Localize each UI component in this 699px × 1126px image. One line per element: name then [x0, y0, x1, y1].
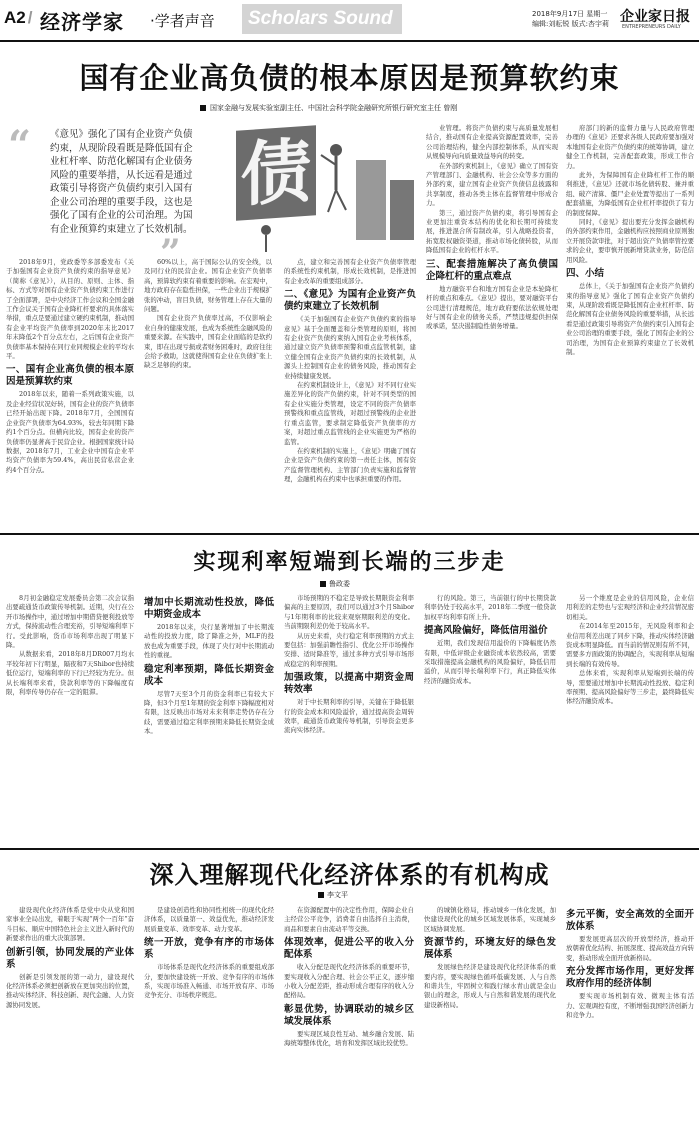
paragraph: 地方融资平台和地方国有企业是本轮降杠杆的重点和难点。《意见》提出，要对融资平台公司进行清理规范，地方政府要依法依规处理好与国有企业的债务关系，严禁违规提供担保或承诺，坚决遏制隐性债务增量。 [426, 284, 558, 331]
paragraph: 要实现市场机制有效、微观主体有活力、宏观调控有度，不断增强我国经济创新力和竞争力。 [566, 992, 694, 1020]
paragraph: 创新是引领发展的第一动力，建设现代化经济体系必须把创新放在更加突出的位置，推动实体经济、科技创新、现代金融、人力资源协同发展。 [6, 972, 134, 1009]
brand-logo: 企业家日报 [620, 9, 690, 25]
article1-subhead-3: 三、配套措施解决了高负债国企降杠杆的重点难点 [426, 258, 558, 282]
paragraph: 2018年以来，央行显著增加了中长期流动性的投放力度，除了降准之外，MLF的投放也成为重要手段，体现了央行对中长期流动性的重视。 [144, 623, 274, 660]
paragraph: 在外部约束机制上，《意见》确立了国有资产管理部门、金融机构、社会公众等多方面的外部约束，建立国有企业资产负债信息披露和共享制度，推动各类主体在监督管理中形成合力。 [426, 161, 558, 208]
article3-column-1 [6, 906, 134, 1120]
paragraph: 从数据来看，2018年8月DR007月均水平较年初下行明显，隔夜和7天Shibor也持续低位运行，短端利率的下行已经较为充分。但从长端利率来看，贷款利率等的下降幅度有限，利率传导仍存在一定的阻滞。 [6, 650, 134, 697]
article3-subhead-5: 资源节约，环境友好的绿色发展体系 [424, 937, 556, 961]
article3-subhead-6: 多元平衡，安全高效的全面开放体系 [566, 909, 694, 932]
paragraph: 是建设创造性和协同性相统一的现代化经济体系，以质量第一、效益优先，推动经济发展质量变革、效率变革、动力变革。 [144, 906, 274, 933]
paragraph: 在约束机制设计上，《意见》对不同行业实施差异化的资产负债约束，针对不同类型的国有企业实施分类管理，设定不同的资产负债率预警线和重点监管线，对超过预警线的企业进行重点监管，要求制定降低资产负债率的方案，对超过重点监管线的企业实施更为严格的监管。 [284, 381, 416, 446]
article2-subhead-1: 增加中长期流动性投放，降低中期资金成本 [144, 597, 274, 620]
section-title-en: Scholars Sound [242, 4, 402, 34]
paragraph: 行的风险。第三，当前银行的中长期贷款利率仍处于较高水平，2018年二季度一般贷款加权平均利率有所上升。 [424, 594, 556, 621]
header-rule [0, 40, 699, 42]
article2-column-1 [6, 594, 134, 844]
open-quote-icon: “ [8, 122, 32, 169]
section-divider [0, 848, 699, 850]
article3-column-3 [284, 906, 414, 1120]
article1-column-3 [284, 258, 416, 526]
issue-editor: 编辑:刘耘锐 版式:杏宇莉 [532, 20, 609, 28]
article3-byline: 李文平 [318, 890, 348, 900]
article3-subhead-7: 充分发挥市场作用，更好发挥政府作用的经济体制 [566, 966, 694, 990]
section-divider [0, 533, 699, 535]
paragraph: 从历史来看，央行稳定利率预期的方式主要包括：加强前瞻性指引、优化公开市场操作安排、适时降准等，通过多种方式引导市场形成稳定的利率预期。 [284, 631, 414, 668]
article1-subhead-4: 四、小结 [566, 268, 605, 280]
section-title: ·学者声音 [150, 12, 215, 30]
article1-column-4 [426, 124, 558, 526]
article1-byline: 国家金融与发展实验室副主任、中国社会科学院金融研究所银行研究室主任 曾刚 [200, 103, 457, 113]
paragraph: 点，建立和完善国有企业资产负债率管理的系统性约束机制，形成长效机制，是推进国有企业改革的重要组成部分。 [284, 258, 416, 285]
paragraph: 2018年以来，随着一系列政策实施，以及企业经营状况好转，国有企业的资产负债率已经开始出现下降。2018年7月，全国国有企业资产负债率为64.93%，较去年同期下降约1个百分点。但横向比较，国有企业的资产负债率仍显著高于民营企业。根据国家统计局数据，2018年7月，工业企业中国有企业平均资产负债率为59.4%，高出民营私营企业约4个百分点。 [6, 390, 134, 474]
paragraph: 60%以上，高于国际公认的安全线，以及同行业的民营企业。国有企业资产负债率高，预算软约束有着重要的影响。在宏观中，地方政府存在隐性担保，一些企业出于规模扩张的冲动，盲目负债，财务管理上存在大量的问题。 [144, 258, 272, 314]
article2-headline: 实现利率短端到长端的三步走 [193, 549, 506, 575]
article3-subhead-3: 体现效率，促进公平的收入分配体系 [284, 937, 414, 961]
article3-headline: 深入理解现代化经济体系的有机构成 [149, 860, 550, 889]
close-quote-icon: ” [160, 232, 181, 274]
debt-character: 债 [236, 125, 316, 221]
paragraph: 总体来看，实现利率从短端到长端的传导，需要通过增加中长期流动性投放、稳定利率预期、提高风险偏好等三步走，最终降低实体经济融资成本。 [566, 669, 694, 706]
article3-column-2 [144, 906, 274, 1120]
paragraph: 要发展更高层次的开放型经济，推动开放朝着优化结构、拓展深度、提高效益方向转变，推动形成全面开放新格局。 [566, 935, 694, 962]
article1-subhead-1: 一、国有企业高负债的根本原因是预算软约束 [6, 364, 134, 388]
paragraph: 另一个维度是企业的信用风险，企业信用利差的走势也与宏观经济和企业经营情况密切相关。 [566, 594, 694, 621]
article1-headline: 国有企业高负债的根本原因是预算软约束 [79, 61, 620, 95]
issue-date: 2018年9月17日 星期一 [532, 10, 608, 18]
paragraph: 《关于加强国有企业资产负债约束的指导意见》基于全面覆盖和分类管理的原则，将国有企业资产负债约束纳入国有企业考核体系，通过建立资产负债率预警和重点监管机制，建立健全国有企业资产负债约束的长效机制，从源头上控制国有企业的债务风险，推动国有企业持续健康发展。 [284, 315, 416, 380]
paragraph: 尽管7天至3个月的资金利率已有较大下降，但3个月至1年期的资金利率下降幅度相对有限，这反映出市场对未来利率走势仍存在分歧，需要通过稳定利率预期来降低长期资金成本。 [144, 689, 274, 736]
article1-pullquote: 《意见》强化了国有企业资产负债约束，从现阶段看既是降低国有企业杠杆率、防范化解国有企业债务风险的重要举措，从长远看是通过政策引导将资产负债约束引入国有企业公司治理的重要手段，这也是强化了国有企业的公司治理。为国有企业预算约束建立了长效机制。 [50, 129, 193, 235]
article3-column-4 [424, 906, 556, 1120]
article2-byline: 鲁政委 [320, 579, 350, 589]
debt-illustration [206, 120, 434, 256]
article1-column-2 [144, 258, 272, 526]
paragraph: 2018年9月，党政委等多部委发布《关于加强国有企业资产负债约束的指导意见》（简称《意见》），从目的、原则、主体、指标、方式等对国有企业资产负债约束工作进行了全面部署，是中央经济工作会议和全国金融工作会议关于国有企业降杠杆要求的具体落实举措，重点是要通过建立硬约束机制，推动国有企业平均资产负债率到2020年末比2017年末降低2个百分点左右，之后国有企业资产负债率基本保持在同行业同规模企业的平均水平。 [6, 258, 134, 361]
article1-subhead-2: 二、《意见》为国有企业资产负债约束建立了长效机制 [284, 289, 416, 313]
page-number: A2 / [4, 8, 33, 27]
brand-logo-en: ENTREPRENEURS DAILY [622, 24, 681, 30]
masthead [0, 0, 699, 40]
paragraph: 市场体系是现代化经济体系的重要组成部分，要加快建设统一开放、竞争有序的市场体系，实现市场准入畅通、市场开放有序、市场竞争充分、市场秩序规范。 [144, 963, 274, 1000]
paragraph: 同时，《意见》提出要充分发挥金融机构的外部约束作用，金融机构应按照商业原则独立开展贷款审批，对于超出资产负债率管控要求的企业，要审慎开展新增贷款业务，防范信用风险。 [566, 218, 694, 264]
paragraph: 在资源配置中的决定性作用，保障企业自主经营公平竞争，消费者自由选择自主消费，商品和要素自由流动平等交换。 [284, 906, 414, 933]
paragraph: 此外，为保障国有企业降杠杆工作的顺利推进，《意见》还就市场化债转股、兼并重组、破产清算、僵尸企业处置等提出了一系列配套措施，为降低国有企业杠杆率提供了有力的制度保障。 [566, 171, 694, 217]
article2-column-3 [284, 594, 414, 844]
article2-column-4 [424, 594, 556, 844]
paragraph: 在约束机制的实施上，《意见》明确了国有企业是资产负债约束的第一责任主体，国有资产监督管理机构、主管部门负责实施和监督管理，金融机构在约束中也承担重要的作用。 [284, 446, 416, 484]
paragraph: 8月初金融稳定发展委员会第二次会议指出要疏通货币政策传导机制。近期，央行在公开市场操作中，通过增加中期借贷便利投放等方式，保持流动性合理充裕，引导短端利率下行。受此影响，货币市场利率出现了明显下降。 [6, 594, 134, 650]
article3-subhead-1: 创新引领，协同发展的产业体系 [6, 946, 134, 970]
article1-column-5 [566, 124, 694, 526]
paragraph: 市场预期的不稳定是导致长期限资金利率偏高的主要原因，我们可以通过3个月Shibor与1年期利率的比较来观察期限利差的变化。当前期限利差仍处于较高水平。 [284, 594, 414, 631]
paragraph: 第三，通过资产负债约束，将引导国有企业更加注重资本结构的优化和长期可持续发展，推进混合所有制改革，引入战略投资者，拓宽股权融资渠道，推动市场化债转股，从而降低国有企业的杠杆水平。 [426, 208, 558, 255]
paragraph: 发展绿色经济是建设现代化经济体系的重要内容，要实现绿色循环低碳发展、人与自然和谐共生，牢固树立和践行绿水青山就是金山银山的理念，形成人与自然和谐发展的现代化建设新格局。 [424, 963, 556, 1009]
paragraph: 对于中长期利率的引导，关键在于降低银行的资金成本和风险溢价，通过提高资金周转效率，疏通货币政策传导机制，引导资金更多流向实体经济。 [284, 698, 414, 735]
paragraph: 的城镇化格局，推动城乡一体化发展，加快建设现代化的城乡区域发展体系，实现城乡区域协调发展。 [424, 906, 556, 933]
article3-subhead-4: 彰显优势，协调联动的城乡区域发展体系 [284, 1003, 414, 1027]
paragraph: 近期，我们发现信用溢价的下降幅度仍然有限，中低评级企业融资成本依然较高，需要采取措施提高金融机构的风险偏好，降低信用溢价，从而引导长端利率下行，真正降低实体经济的融资成本。 [424, 639, 556, 685]
article2-subhead-4: 提高风险偏好，降低信用溢价 [424, 625, 548, 637]
paper-logo: 经济学家 [40, 10, 124, 34]
article2-column-2 [144, 594, 274, 844]
article1-column-1 [6, 258, 134, 526]
article2-column-5 [566, 594, 694, 844]
paragraph: 业管理。将资产负债约束与高质量发展相结合，推动国有企业提高资源配置效率，完善公司治理结构，健全内部控制体系，从而实现从规模导向向质量效益导向的转变。 [426, 124, 558, 161]
article3-column-5 [566, 906, 694, 1120]
issue-meta [532, 9, 609, 29]
paragraph: 在2014年至2015年，无风险利率和企业信用利差出现了同步下降，推动实体经济融资成本明显降低。而当前的情况则有所不同，需要多方面政策的协调配合，实现利率从短端到长端的有效传导。 [566, 622, 694, 668]
article2-subhead-2: 稳定利率预期，降低长期资金成本 [144, 663, 274, 687]
article2-subhead-3: 加强政策，以提高中期资金周转效率 [284, 672, 414, 696]
paragraph: 府部门的新的监督力量与人民政府管理办理的《意见》还要求各级人民政府要加强对本地国有企业资产负债约束的统筹协调，建立健全工作机制，完善配套政策，形成工作合力。 [566, 124, 694, 170]
paragraph: 要实现区域良性互动、城乡融合发展、陆海统筹整体优化，培育和发挥区域比较优势。 [284, 1029, 414, 1048]
paragraph: 收入分配是现代化经济体系的重要环节，要实现收入分配合理、社会公平正义，逐步缩小收入分配差距，推动形成合理有序的收入分配格局。 [284, 963, 414, 1000]
paragraph: 建设现代化经济体系是党中央从党和国家事业全局出发，着眼于实现“两个一百年”奋斗目标、顺应中国特色社会主义进入新时代的新要求作出的重大决策部署。 [6, 906, 134, 943]
paragraph: 总体上，《关于加强国有企业资产负债约束的指导意见》强化了国有企业资产负债约束，从现阶段看既是降低国有企业杠杆率、防范化解国有企业债务风险的重要举措，从长远看是通过政策引导将资产负债约束引入国有企业公司治理的重要手段，强化了国有企业的公司治理，为国有企业预算约束建立了长效机制。 [566, 282, 694, 356]
article3-subhead-2: 统一开放，竞争有序的市场体系 [144, 937, 274, 961]
paragraph: 国有企业资产负债率过高，不仅影响企业自身的健康发展，也成为系统性金融风险的重要来源。在实践中，国有企业面临的是软约束，即在出现亏损或者财务困难时，政府往往会给予救助，这就使得国有企业在负债扩张上缺乏足够的约束。 [144, 314, 272, 370]
